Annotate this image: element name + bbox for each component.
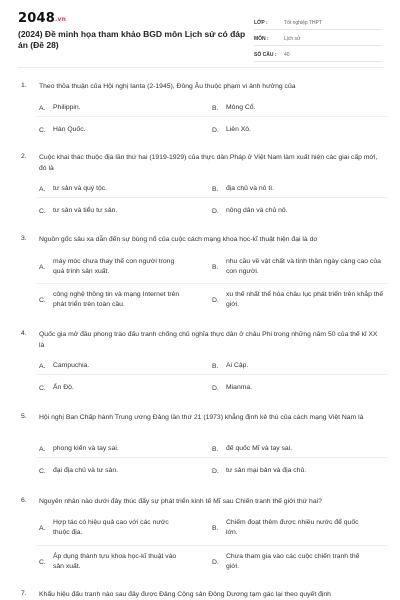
logo-suffix: .vn bbox=[54, 16, 67, 23]
question-text: Theo thỏa thuận của Hội nghị Ianta (2-1945), Đông Âu thuộc phạm vi ảnh hưởng của bbox=[39, 83, 296, 90]
option-a[interactable] bbox=[39, 103, 189, 113]
meta-value[interactable]: Tốt nghiệp THPT bbox=[284, 20, 322, 26]
question-number: 6. bbox=[21, 497, 27, 504]
option-text: công nghệ thông tin và mạng Internet trên phát triển trên toàn cầu. bbox=[53, 291, 180, 308]
page-header bbox=[0, 0, 400, 63]
option-c[interactable] bbox=[39, 125, 189, 135]
option-letter: C. bbox=[39, 384, 46, 392]
question-number: 3. bbox=[21, 235, 27, 242]
meta-label: SỐ CÂU : bbox=[254, 52, 277, 58]
option-letter: B. bbox=[212, 104, 219, 112]
option-text: xu thế nhất thể hóa châu lục phát triển trên khắp thế giới. bbox=[226, 291, 384, 308]
question-number: 5. bbox=[21, 413, 27, 420]
option-c[interactable] bbox=[39, 383, 189, 393]
option-d[interactable] bbox=[212, 290, 387, 310]
option-d[interactable] bbox=[212, 383, 387, 393]
option-text: Hợp tác có hiệu quả cao với các nước thuộc địa. bbox=[53, 519, 169, 536]
meta-row-subject bbox=[254, 30, 382, 46]
question-number: 7. bbox=[21, 590, 27, 597]
option-letter: D. bbox=[212, 467, 219, 475]
option-d[interactable] bbox=[212, 125, 387, 135]
option-letter: B. bbox=[212, 263, 219, 271]
option-text: Mianma. bbox=[226, 384, 253, 391]
exam-meta bbox=[254, 14, 382, 62]
option-letter: A. bbox=[39, 104, 46, 112]
option-letter: D. bbox=[212, 384, 219, 392]
option-text: tư sản mại bản và địa chủ. bbox=[226, 467, 307, 474]
question-text: Khẩu hiệu đấu tranh nào sau đây được Đảng Cộng sản Đông Dương tạm gác lại theo quyết định bbox=[39, 591, 331, 598]
option-text: Liên Xô. bbox=[226, 126, 251, 133]
option-letter: C. bbox=[39, 207, 46, 215]
option-c[interactable] bbox=[39, 290, 189, 310]
option-text: Mông Cổ. bbox=[226, 104, 256, 111]
option-c[interactable] bbox=[39, 466, 189, 476]
option-divider bbox=[37, 545, 387, 546]
page-title: (2024) Đề minh họa tham khảo BGD môn Lịch sử có đáp án (Đề 28) bbox=[18, 29, 246, 50]
option-text: Ai Cập. bbox=[226, 362, 249, 369]
option-d[interactable] bbox=[212, 552, 387, 572]
meta-row-count bbox=[254, 46, 382, 62]
option-letter: D. bbox=[212, 296, 219, 304]
option-letter: A. bbox=[39, 263, 46, 271]
option-a[interactable] bbox=[39, 257, 189, 277]
option-b[interactable] bbox=[212, 444, 387, 454]
option-letter: C. bbox=[39, 296, 46, 304]
option-b[interactable] bbox=[212, 361, 387, 371]
meta-value: 40 bbox=[284, 52, 290, 58]
option-text: Philippin. bbox=[53, 104, 81, 111]
option-divider bbox=[37, 283, 387, 284]
option-letter: D. bbox=[212, 126, 219, 134]
option-text: Chiếm đoạt thêm được nhiều nước để quốc lớn. bbox=[226, 519, 359, 536]
option-text: địa chủ và nô tì. bbox=[226, 185, 274, 192]
option-text: Chưa tham gia vào các cuộc chiến tranh thế giới. bbox=[226, 553, 360, 570]
option-divider bbox=[37, 116, 387, 117]
option-text: đại địa chủ và tư sản. bbox=[53, 467, 119, 474]
option-letter: C. bbox=[39, 558, 46, 566]
question-number: 1. bbox=[21, 82, 27, 89]
option-letter: A. bbox=[39, 185, 46, 193]
option-letter: B. bbox=[212, 524, 219, 532]
option-divider bbox=[37, 457, 387, 458]
option-a[interactable] bbox=[39, 518, 189, 538]
option-letter: C. bbox=[39, 467, 46, 475]
option-text: máy móc chưa thay thế con người trong quá trình sản xuất. bbox=[53, 258, 175, 275]
meta-value[interactable]: Lịch sử bbox=[284, 36, 301, 42]
option-b[interactable] bbox=[212, 103, 387, 113]
site-logo[interactable] bbox=[18, 11, 66, 26]
option-letter: B. bbox=[212, 185, 219, 193]
option-letter: B. bbox=[212, 445, 219, 453]
question-number: 2. bbox=[21, 153, 27, 160]
option-c[interactable] bbox=[39, 552, 189, 572]
option-d[interactable] bbox=[212, 206, 387, 216]
option-b[interactable] bbox=[212, 518, 387, 538]
option-text: nông dân và chủ nô. bbox=[226, 207, 288, 214]
question-text: Quốc gia mở đầu phong trào đấu tranh chống chủ nghĩa thực dân ở châu Phi trong những năm 50 của thế kỉ XX là bbox=[39, 331, 378, 349]
option-letter: D. bbox=[212, 558, 219, 566]
meta-label: LỚP : bbox=[254, 20, 268, 26]
option-letter: A. bbox=[39, 524, 46, 532]
option-text: Áp dụng thành tựu khoa học-kĩ thuật vào sản xuất. bbox=[53, 553, 177, 570]
option-letter: D. bbox=[212, 207, 219, 215]
question-text: Nguồn gốc sâu xa dẫn đến sự bùng nổ của cuộc cách mạng khoa học-kĩ thuật hiện đại là do bbox=[39, 236, 318, 243]
option-a[interactable] bbox=[39, 184, 189, 194]
option-divider bbox=[37, 197, 387, 198]
option-text: đế quốc Mĩ và tay sai. bbox=[226, 445, 293, 452]
option-a[interactable] bbox=[39, 361, 189, 371]
option-d[interactable] bbox=[212, 466, 387, 476]
option-letter: B. bbox=[212, 362, 219, 370]
option-text: Ấn Độ. bbox=[53, 384, 74, 391]
option-b[interactable] bbox=[212, 257, 387, 277]
option-text: Hàn Quốc. bbox=[53, 126, 86, 133]
option-divider bbox=[37, 374, 387, 375]
option-c[interactable] bbox=[39, 206, 189, 216]
logo-text: 2048 bbox=[18, 11, 55, 26]
option-a[interactable] bbox=[39, 444, 189, 454]
option-text: phong kiến và tay sai. bbox=[53, 445, 119, 452]
option-letter: A. bbox=[39, 362, 46, 370]
option-letter: C. bbox=[39, 126, 46, 134]
option-text: Campuchia. bbox=[53, 362, 90, 369]
option-text: tư sản và tiểu tư sản. bbox=[53, 207, 118, 214]
question-text: Cuộc khai thác thuộc địa lần thứ hai (1919-1929) của thực dân Pháp ở Việt Nam làm xuất hiện các giai cấp mới, đó là bbox=[39, 154, 378, 172]
meta-row-class bbox=[254, 14, 382, 30]
option-letter: A. bbox=[39, 445, 46, 453]
question-number: 4. bbox=[21, 330, 27, 337]
question-text: Hội nghị Ban Chấp hành Trung ương Đảng lần thứ 21 (1973) khẳng định kẻ thù của cách mạng Việt Nam là bbox=[39, 414, 364, 421]
question-text: Nguyên nhân nào dưới đây thúc đẩy sự phát triển kinh tế Mĩ sau Chiến tranh thế giới thứ hai? bbox=[39, 498, 322, 505]
option-text: tư sản và quý tộc. bbox=[53, 185, 108, 192]
option-b[interactable] bbox=[212, 184, 387, 194]
header-divider bbox=[18, 67, 384, 68]
option-text: nhu cầu về vật chất và tinh thần ngày càng cao của con người. bbox=[226, 258, 381, 275]
meta-label: MÔN : bbox=[254, 36, 269, 42]
